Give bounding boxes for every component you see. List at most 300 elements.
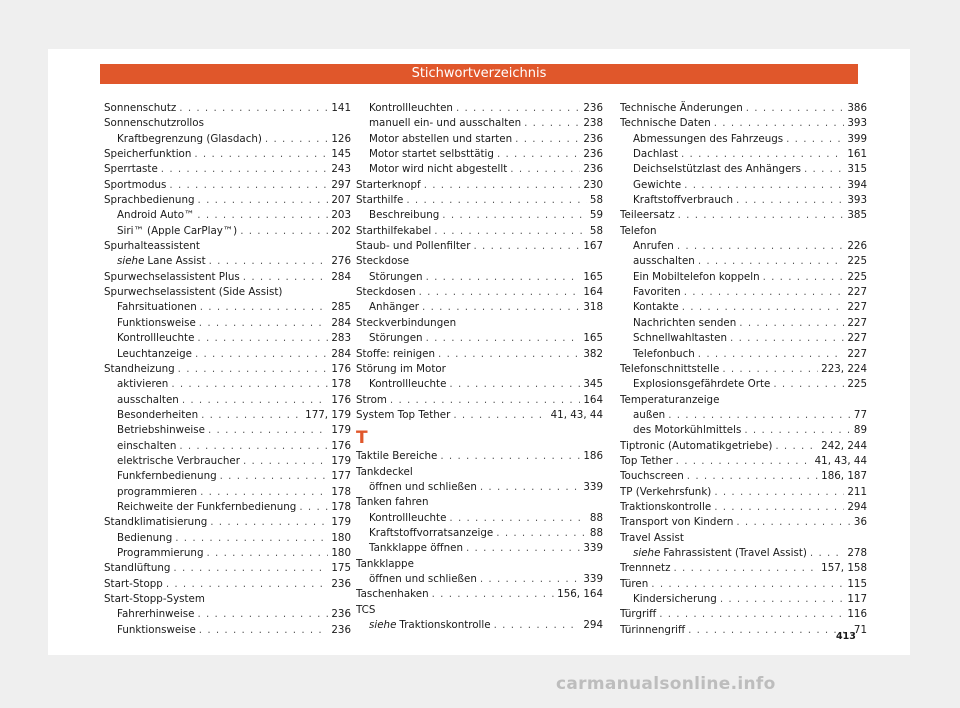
entry-page-ref[interactable]: 145 [331,148,351,161]
entry-label [117,439,176,454]
index-entry[interactable] [620,147,867,162]
index-entry[interactable] [620,101,867,116]
index-entry[interactable] [104,254,351,269]
entry-page-ref[interactable]: 157, 158 [821,562,867,575]
entry-page-ref[interactable]: 294 [847,500,867,513]
entry-label [117,316,196,331]
entry-page-ref[interactable]: 276 [331,255,351,268]
index-entry[interactable] [620,285,867,300]
index-entry[interactable] [356,587,603,602]
entry-label-text: Staub- und Pollenfilter [356,240,471,253]
index-entry[interactable] [104,377,351,392]
entry-label [117,485,197,500]
entry-page-ref[interactable]: 399 [847,132,867,145]
entry-page-ref[interactable]: 77 [853,408,867,421]
entry-label-text: öffnen und schließen [369,480,477,493]
entry-label [369,541,463,556]
entry-page-ref[interactable]: 243 [331,163,351,176]
index-entry[interactable] [620,546,867,561]
index-entry[interactable] [620,208,867,223]
index-entry[interactable] [620,331,867,346]
entry-label-text: Taschenhaken [356,588,429,601]
dot-leader [480,572,580,587]
entry-page-ref[interactable]: 179 [331,516,351,529]
index-entry[interactable] [104,362,351,377]
entry-label-text: Fahrassistent (Travel Assist) [663,546,807,559]
entry-page-ref[interactable]: 284 [331,316,351,329]
index-entry[interactable] [104,331,351,346]
entry-page-ref[interactable]: 164 [583,286,603,299]
dot-leader [197,208,328,223]
dot-leader [195,347,328,362]
entry-label [369,572,477,587]
entry-page-ref[interactable]: 318 [583,301,603,314]
entry-page-ref[interactable]: 236 [583,132,603,145]
dot-leader [714,485,844,500]
index-entry[interactable] [104,178,351,193]
entry-label [104,515,207,530]
entry-page-ref[interactable]: 394 [847,178,867,191]
dot-leader [208,423,328,438]
index-entry[interactable] [104,270,351,285]
entry-label [620,469,684,484]
index-entry[interactable] [356,116,603,131]
index-entry[interactable] [620,561,867,576]
dot-leader [678,208,845,223]
entry-page-ref[interactable]: 226 [847,240,867,253]
entry-label-text: Telefonschnittstelle [620,362,720,375]
entry-label [356,495,428,510]
entry-page-ref[interactable]: 126 [331,132,351,145]
index-entry[interactable] [104,623,351,638]
index-entry[interactable] [104,316,351,331]
index-entry[interactable] [104,193,351,208]
entry-label [620,208,675,223]
dot-leader [804,162,844,177]
index-entry[interactable] [104,531,351,546]
entry-page-ref[interactable]: 88 [589,526,603,539]
entry-page-ref[interactable]: 236 [331,608,351,621]
entry-label [633,300,679,315]
dot-leader [179,439,328,454]
entry-page-ref[interactable]: 202 [331,224,351,237]
index-entry[interactable] [620,254,867,269]
index-entry[interactable] [356,347,603,362]
dot-leader [449,511,586,526]
entry-label [104,362,175,377]
entry-page-ref[interactable]: 339 [583,572,603,585]
entry-label-text: Spurwechselassistent Plus [104,270,240,283]
entry-label [633,147,678,162]
index-entry[interactable] [104,101,351,116]
entry-page-ref[interactable]: 58 [589,224,603,237]
entry-page-ref[interactable]: 211 [847,485,867,498]
index-entry[interactable] [620,162,867,177]
entry-page-ref[interactable]: 161 [847,148,867,161]
index-entry[interactable] [104,239,351,254]
dot-leader [424,178,581,193]
dot-leader [199,316,329,331]
index-entry[interactable] [104,162,351,177]
index-entry[interactable] [620,500,867,515]
entry-label [620,224,657,239]
entry-label [620,531,684,546]
index-entry[interactable] [620,592,867,607]
entry-page-ref[interactable]: 227 [847,347,867,360]
entry-page-ref[interactable]: 278 [847,546,867,559]
entry-page-ref[interactable]: 176 [331,393,351,406]
index-entry[interactable] [620,531,867,546]
index-entry[interactable] [620,439,867,454]
entry-label-text: Motor wird nicht abgestellt [369,163,508,176]
index-entry[interactable] [356,377,603,392]
entry-label-text: Tanken fahren [356,496,429,509]
index-entry[interactable] [104,285,351,300]
entry-label-text: Leuchtanzeige [117,347,192,360]
index-entry[interactable] [104,546,351,561]
index-entry[interactable] [356,331,603,346]
index-entry[interactable] [356,193,603,208]
index-entry[interactable] [620,224,867,239]
entry-page-ref[interactable]: 345 [583,378,603,391]
entry-page-ref[interactable]: 89 [853,424,867,437]
entry-label-text: Top Tether [620,454,673,467]
entry-page-ref[interactable]: 236 [331,577,351,590]
entry-label [117,469,217,484]
dot-leader [434,224,587,239]
entry-page-ref[interactable]: 315 [847,163,867,176]
entry-label-text: manuell ein- und ausschalten [369,117,522,130]
index-entry[interactable] [356,239,603,254]
index-entry[interactable] [620,347,867,362]
index-entry[interactable] [620,423,867,438]
entry-label-text: Sonnenschutzrollos [104,117,204,130]
index-entry[interactable] [104,224,351,239]
dot-leader [466,541,580,556]
entry-page-ref[interactable]: 58 [589,194,603,207]
entry-page-ref[interactable]: 71 [853,623,867,636]
index-entry[interactable] [620,454,867,469]
entry-label [356,239,470,254]
entry-page-ref[interactable]: 165 [583,332,603,345]
entry-label-text: Kontakte [633,301,679,314]
entry-page-ref[interactable]: 186 [583,450,603,463]
index-entry[interactable] [104,607,351,622]
entry-page-ref[interactable]: 176 [331,362,351,375]
index-entry[interactable] [356,618,603,633]
dot-leader [730,331,844,346]
index-entry[interactable] [620,623,867,638]
index-entry[interactable] [104,439,351,454]
entry-label-text: Programmierung [117,546,204,559]
index-entry[interactable] [356,511,603,526]
entry-page-ref[interactable]: 178 [331,378,351,391]
entry-label [633,285,681,300]
entry-label [356,316,456,331]
entry-label [620,116,711,131]
index-entry[interactable] [356,132,603,147]
index-entry[interactable] [356,557,603,572]
dot-leader [668,408,851,423]
entry-label-text: Temperaturanzeige [620,393,720,406]
entry-page-ref[interactable]: 227 [847,316,867,329]
index-entry[interactable] [356,495,603,510]
dot-leader [209,254,329,269]
index-entry[interactable] [620,607,867,622]
entry-page-ref[interactable]: 386 [847,102,867,114]
index-entry[interactable] [104,454,351,469]
entry-page-ref[interactable]: 225 [847,378,867,391]
entry-page-ref[interactable]: 284 [331,347,351,360]
entry-page-ref[interactable]: 393 [847,117,867,130]
dot-leader [198,193,329,208]
entry-label [369,377,446,392]
entry-page-ref[interactable]: 167 [583,240,603,253]
entry-page-ref[interactable]: 297 [331,178,351,191]
entry-page-ref[interactable]: 176 [331,439,351,452]
index-entry[interactable] [620,362,867,377]
entry-page-ref[interactable]: 41, 43, 44 [814,454,867,467]
index-entry[interactable] [104,423,351,438]
entry-label [356,393,387,408]
index-entry[interactable] [104,208,351,223]
entry-page-ref[interactable]: 141 [331,102,351,114]
index-entry[interactable] [356,408,603,423]
dot-leader [681,147,844,162]
index-entry[interactable] [104,592,351,607]
entry-label [117,454,240,469]
entry-page-ref[interactable]: 178 [331,500,351,513]
entry-label [104,592,205,607]
entry-label-text: einschalten [117,439,177,452]
entry-page-ref[interactable]: 339 [583,542,603,555]
entry-page-ref[interactable]: 227 [847,332,867,345]
entry-label-text: des Motorkühlmittels [633,424,742,437]
entry-label-text: Türinnengriff [620,623,686,636]
index-entry[interactable] [104,408,351,423]
index-entry[interactable] [356,147,603,162]
entry-label-text: Funktionsweise [117,316,196,329]
entry-label-text: Schnellwahltasten [633,332,728,345]
index-entry[interactable] [104,300,351,315]
index-entry[interactable] [620,116,867,131]
entry-page-ref[interactable]: 180 [331,546,351,559]
entry-page-ref[interactable]: 385 [847,209,867,222]
index-entry[interactable] [620,485,867,500]
index-entry[interactable] [104,116,351,131]
entry-label-text: Teileersatz [620,209,675,222]
index-entry[interactable] [104,500,351,515]
entry-page-ref[interactable]: 283 [331,332,351,345]
entry-page-ref[interactable]: 117 [847,593,867,605]
index-entry[interactable] [356,178,603,193]
index-entry[interactable] [356,300,603,315]
index-entry[interactable] [620,132,867,147]
dot-leader [746,101,845,116]
entry-label-text: TP (Verkehrsfunk) [620,485,712,498]
index-entry[interactable] [104,347,351,362]
index-entry[interactable] [620,300,867,315]
entry-label-text: Kontrollleuchte [369,378,447,391]
entry-label [117,224,237,239]
entry-label-text: Lane Assist [147,255,206,268]
entry-page-ref[interactable]: 175 [331,562,351,575]
dot-leader [684,285,845,300]
entry-page-ref[interactable]: 207 [331,194,351,207]
entry-page-ref[interactable]: 179 [331,454,351,467]
entry-label [117,531,172,546]
entry-page-ref[interactable]: 156, 164 [557,588,603,601]
entry-page-ref[interactable]: 225 [847,255,867,268]
dot-leader [515,132,580,147]
index-entry[interactable] [356,603,603,618]
entry-label-text: Kontrollleuchte [117,332,195,345]
index-entry[interactable] [104,515,351,530]
entry-label-text: Reichweite der Funkfernbedienung [117,500,297,513]
entry-page-ref[interactable]: 294 [583,619,603,631]
entry-page-ref[interactable]: 36 [853,516,867,529]
dot-leader [773,377,844,392]
entry-label [117,623,196,638]
entry-label-text: Steckdosen [356,286,416,299]
dot-leader [422,300,580,315]
index-entry[interactable] [620,193,867,208]
index-entry[interactable] [356,449,603,464]
index-entry[interactable] [356,208,603,223]
index-entry[interactable] [104,469,351,484]
entry-label-text: TCS [356,603,376,616]
dot-leader [406,193,587,208]
index-entry[interactable] [356,285,603,300]
entry-page-ref[interactable]: 179 [331,424,351,437]
entry-page-ref[interactable]: 178 [331,485,351,498]
entry-page-ref[interactable]: 284 [331,270,351,283]
entry-label-text: programmieren [117,485,198,498]
page-title: Stichwortverzeichnis [100,64,858,84]
dot-leader [240,224,328,239]
dot-leader [432,587,555,602]
index-entry[interactable] [620,515,867,530]
entry-label [104,101,176,116]
index-entry[interactable] [620,377,867,392]
entry-page-ref[interactable]: 236 [583,102,603,114]
index-entry[interactable] [356,101,603,116]
entry-label [633,377,770,392]
entry-page-ref[interactable]: 225 [847,270,867,283]
index-entry[interactable] [620,393,867,408]
entry-page-ref[interactable]: 186, 187 [821,470,867,483]
index-entry[interactable] [620,469,867,484]
entry-label-text: Türen [620,577,649,590]
entry-page-ref[interactable]: 165 [583,270,603,283]
dot-leader [510,162,580,177]
entry-page-ref[interactable]: 177 [331,470,351,483]
entry-label-text: Dachlast [633,148,678,161]
entry-page-ref[interactable]: 203 [331,209,351,222]
entry-label-text: Strom [356,393,387,406]
entry-page-ref[interactable]: 236 [331,623,351,636]
index-entry[interactable] [356,572,603,587]
entry-page-ref[interactable]: 116 [847,608,867,621]
entry-page-ref[interactable]: 180 [331,531,351,544]
entry-page-ref[interactable]: 285 [331,301,351,314]
index-entry[interactable] [356,270,603,285]
entry-label-text: Funkfernbedienung [117,470,217,483]
entry-page-ref[interactable]: 227 [847,286,867,299]
index-entry[interactable] [356,254,603,269]
entry-label [117,423,205,438]
entry-label-text: ausschalten [117,393,179,406]
entry-page-ref[interactable]: 88 [589,511,603,524]
entry-page-ref[interactable]: 223, 224 [821,362,867,375]
index-entry[interactable] [104,561,351,576]
index-entry[interactable] [356,316,603,331]
index-entry[interactable] [104,485,351,500]
dot-leader [438,347,580,362]
index-entry[interactable] [104,132,351,147]
index-entry[interactable] [356,465,603,480]
index-entry[interactable] [104,147,351,162]
dot-leader [698,347,845,362]
entry-page-ref[interactable]: 339 [583,480,603,493]
index-entry[interactable] [620,316,867,331]
entry-page-ref[interactable]: 382 [583,347,603,360]
index-entry[interactable] [356,526,603,541]
index-entry[interactable] [620,178,867,193]
index-entry[interactable] [356,480,603,495]
dot-leader [682,300,845,315]
entry-page-ref[interactable]: 59 [589,209,603,222]
index-entry[interactable] [356,224,603,239]
index-entry[interactable] [620,270,867,285]
dot-leader [426,270,581,285]
index-entry[interactable] [104,577,351,592]
entry-page-ref[interactable]: 164 [583,393,603,406]
index-entry[interactable] [356,162,603,177]
entry-label-text: Betriebshinweise [117,424,205,437]
entry-page-ref[interactable]: 236 [583,163,603,176]
index-entry[interactable] [356,393,603,408]
entry-page-ref[interactable]: 41, 43, 44 [550,408,603,421]
index-entry[interactable] [104,393,351,408]
entry-label [117,377,168,392]
entry-label [620,577,648,592]
entry-page-ref[interactable]: 236 [583,148,603,161]
dot-leader [166,577,329,592]
entry-label [356,557,414,572]
entry-label [633,162,801,177]
entry-label [633,178,681,193]
entry-label [356,224,431,239]
watermark-text: carmanualsonline.info [556,674,776,694]
index-entry[interactable] [356,362,603,377]
entry-page-ref[interactable]: 393 [847,194,867,207]
entry-label-text: Kraftstoffvorratsanzeige [369,526,494,539]
entry-label-text: Sportmodus [104,178,167,191]
entry-page-ref[interactable]: 242, 244 [821,439,867,452]
entry-page-ref[interactable]: 115 [847,577,867,590]
entry-page-ref[interactable]: 238 [583,117,603,130]
entry-page-ref[interactable]: 230 [583,178,603,191]
entry-label [369,132,512,147]
index-entry[interactable] [620,408,867,423]
entry-label-text: Fahrerhinweise [117,608,195,621]
index-entry[interactable] [356,541,603,556]
entry-page-ref[interactable]: 177, 179 [305,408,351,421]
entry-page-ref[interactable]: 227 [847,301,867,314]
index-entry[interactable] [620,577,867,592]
index-entry[interactable] [620,239,867,254]
